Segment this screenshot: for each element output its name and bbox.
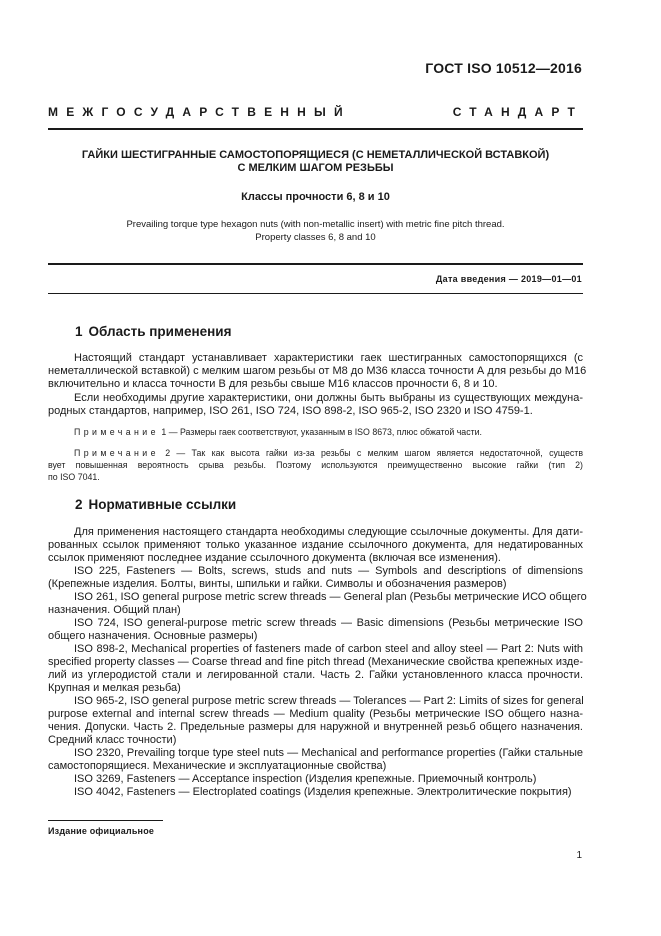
footer-rule <box>48 820 163 821</box>
reference-line: ISO 3269, Fasteners — Acceptance inspection (Изделия крепежные. Приемочный контроль) <box>74 773 537 785</box>
document-title <box>48 149 583 175</box>
reference-line: specified property classes — Coarse thread and fine pitch thread (Механические свойства крепежных изде- <box>48 656 583 668</box>
standard-type-heading: МЕЖГОСУДАРСТВЕННЫЙ СТАНДАРТ <box>48 105 583 119</box>
note-line <box>48 426 583 438</box>
reference-line: purpose external and internal screw threads — Medium quality (Резьбы метрические ISO общего назна- <box>48 708 583 720</box>
note-2 <box>48 447 583 483</box>
paragraph-line: включительно и класса точности В для резьбы свыше М16 классов прочности 6, 8 и 10. <box>48 378 498 390</box>
header-rule <box>48 128 583 130</box>
section-1-paragraph-2 <box>48 392 583 418</box>
reference-line: Для применения настоящего стандарта необходимы следующие ссылочные документы. Для дати- <box>74 526 583 538</box>
reference-line: назначения. Общий план) <box>48 604 181 616</box>
paragraph-line: Настоящий стандарт устанавливает характеристики гаек шестигранных самостопорящихся (с <box>74 352 583 364</box>
page-number: 1 <box>576 850 582 861</box>
note-line: по ISO 7041. <box>48 472 100 482</box>
paragraph-line: Если необходимы другие характеристики, они должны быть выбраны из существующих междуна- <box>74 392 583 404</box>
note-line <box>48 447 583 459</box>
reference-line: ISO 965-2, ISO general purpose metric screw threads — Tolerances — Part 2: Limits of sizes for general <box>74 695 584 707</box>
edition-label: Издание официальное <box>48 826 155 836</box>
reference-line: ISO 2320, Prevailing torque type steel nuts — Mechanical and performance properties (Гайки стальные <box>74 747 583 759</box>
reference-line: ISO 724, ISO general-purpose metric screw threads — Basic dimensions (Резьбы метрические ISO <box>74 617 583 629</box>
title-line-2: С МЕЛКИМ ШАГОМ РЕЗЬБЫ <box>237 162 394 174</box>
date-rule <box>48 293 583 294</box>
document-subtitle: Классы прочности 6, 8 и 10 <box>241 191 390 203</box>
english-title-line-1: Prevailing torque type hexagon nuts (with non-metallic insert) with metric fine pitch thread. <box>126 219 505 230</box>
note-label: Примечание <box>74 448 159 458</box>
reference-line: лий из углеродистой стали и легированной стали. Часть 2. Гайки установленного класса прочности. <box>48 669 583 681</box>
english-title <box>48 219 583 244</box>
reference-line: ISO 898-2, Mechanical properties of fasteners made of carbon steel and alloy steel — Part 2: Nuts with <box>74 643 583 655</box>
reference-line: Средний класс точности) <box>48 734 177 746</box>
reference-line: ISO 261, ISO general purpose metric screw threads — General plan (Резьбы метрические ИСО общего <box>74 591 587 603</box>
reference-line: ISO 4042, Fasteners — Electroplated coatings (Изделия крепежные. Электролитические покрытия) <box>74 786 572 798</box>
reference-line: Крупная и мелкая резьба) <box>48 682 181 694</box>
paragraph-line: родных стандартов, например, ISO 261, ISO 724, ISO 898-2, ISO 965-2, ISO 2320 и ISO 4759-1. <box>48 405 533 417</box>
reference-line: самостопорящиеся. Механические и эксплуатационные свойства) <box>48 760 387 772</box>
section-1-number: 1 <box>75 324 83 339</box>
note-1 <box>48 426 583 438</box>
introduction-date: Дата введения — 2019—01—01 <box>435 274 582 284</box>
reference-line: (Крепежные изделия. Болты, винты, шпильки и гайки. Символы и обозначения размеров) <box>48 578 507 590</box>
reference-line: общего назначения. Основные размеры) <box>48 630 258 642</box>
reference-line: рованных ссылок применяют только указанное издание ссылочного документа, для недатированных <box>48 539 583 551</box>
note-2-text: 2 — Так как высота гайки из-за резьбы с мелким шагом является недостаточной, существ <box>165 448 583 458</box>
section-2-number: 2 <box>75 497 83 512</box>
section-2-title: Нормативные ссылки <box>88 497 237 512</box>
english-title-line-2: Property classes 6, 8 and 10 <box>255 231 376 243</box>
title-line-1: ГАЙКИ ШЕСТИГРАННЫЕ САМОСТОПОРЯЩИЕСЯ (С НЕМЕТАЛЛИЧЕСКОЙ ВСТАВКОЙ) <box>81 149 550 161</box>
section-1-heading <box>75 324 231 339</box>
normative-references-list <box>48 526 587 799</box>
note-line: вует повышенная вероятность срыва резьбы. Поэтому используются преимущественно высокие гайки (тип 2) <box>48 460 583 470</box>
section-2-heading <box>75 497 236 512</box>
section-1-paragraph-1 <box>48 352 587 391</box>
reference-line: ссылок применяют последнее издание ссылочного документа (включая все изменения). <box>48 552 501 564</box>
note-1-text: 1 — Размеры гаек соответствуют, указанным в ISO 8673, плюс обжатой части. <box>161 427 482 437</box>
title-rule <box>48 263 583 265</box>
note-label: Примечание <box>74 427 159 437</box>
document-id: ГОСТ ISO 10512—2016 <box>425 60 582 76</box>
section-1-title: Область применения <box>88 324 232 339</box>
paragraph-line: неметаллической вставкой) с мелким шагом резьбы от М8 до М36 класса точности А для резьбы до М16 <box>48 365 587 377</box>
reference-line: чения. Допуски. Часть 2. Предельные размеры для наружной и внутренней резьб общего назначения. <box>48 721 583 733</box>
reference-line: ISO 225, Fasteners — Bolts, screws, studs and nuts — Symbols and descriptions of dimensions <box>74 565 583 577</box>
